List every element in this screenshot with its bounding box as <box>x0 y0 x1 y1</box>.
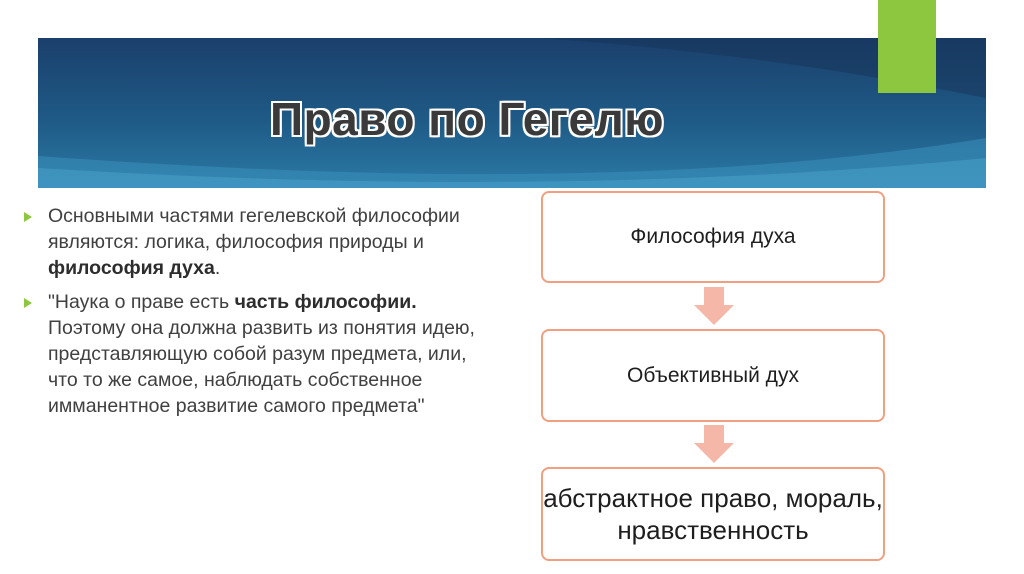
bullet-text: "Наука о праве есть <box>48 291 235 313</box>
bullet-item-2 <box>22 289 492 419</box>
bullet-bold-text: часть философии. <box>234 291 417 313</box>
bullet-arrow-icon <box>24 298 32 308</box>
slide-title: Право по Гегелю <box>270 93 665 145</box>
bullet-text-end: Поэтому она должна развить из понятия идею, представляющую собой разум предмета, или, что то же самое, наблюдать собственное имманентное развитие самого предмета" <box>48 317 475 417</box>
bullet-arrow-icon <box>24 212 32 222</box>
diagram-box-objective-spirit: Объективный дух <box>541 329 885 422</box>
bullet-item-1 <box>22 203 492 281</box>
diagram-box-philosophy-of-spirit: Философия духа <box>541 191 885 283</box>
bullet-bold-text: философия духа <box>48 257 215 279</box>
accent-bar <box>878 0 936 93</box>
bullet-text: Основными частями гегелевской философии являются: логика, философия природы и <box>48 205 460 253</box>
down-arrow-icon <box>694 425 734 463</box>
bullet-text-end: . <box>214 257 221 279</box>
diagram-box-law-morality-ethics: абстрактное право, мораль, нравственность <box>541 467 885 561</box>
bullet-list <box>22 203 492 427</box>
down-arrow-icon <box>694 287 734 325</box>
